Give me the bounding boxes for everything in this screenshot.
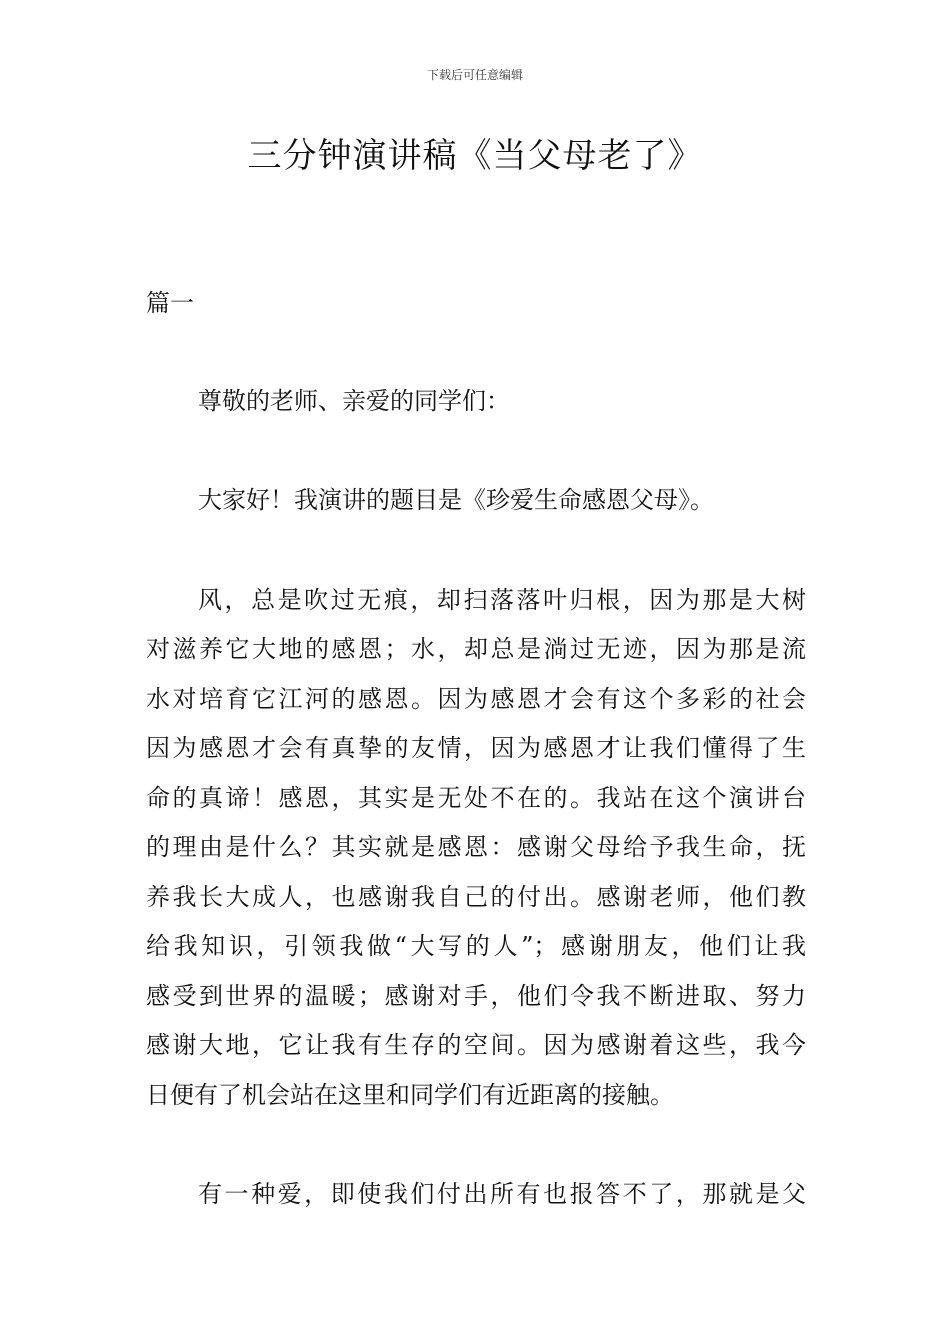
- paragraph1-line: 给我知识，引领我做“大写的人”；感谢朋友，他们让我: [146, 932, 806, 960]
- paragraph1-line: 日便有了机会站在这里和同学们有近距离的接触。: [146, 1081, 674, 1109]
- paragraph1-line: 感谢大地，它让我有生存的空间。因为感谢着这些，我今: [146, 1031, 806, 1059]
- document-title: 三分钟演讲稿《当父母老了》: [247, 136, 703, 176]
- paragraph2-line: 有一种爱，即使我们付出所有也报答不了，那就是父: [198, 1180, 806, 1208]
- header-note: 下载后可任意编辑: [426, 68, 523, 82]
- paragraph1-line: 因为感恩才会有真挚的友情，因为感恩才让我们懂得了生: [146, 734, 806, 762]
- section-label: 篇一: [146, 289, 194, 317]
- paragraph1-line: 的理由是什么？其实就是感恩：感谢父母给予我生命，抚: [146, 833, 806, 861]
- paragraph1-line: 感受到世界的温暖；感谢对手，他们令我不断进取、努力: [146, 982, 806, 1010]
- paragraph1-line: 养我长大成人，也感谢我自己的付出。感谢老师，他们教: [146, 883, 806, 911]
- opening-line: 大家好！我演讲的题目是《珍爱生命感恩父母》。: [198, 486, 714, 514]
- greeting-line: 尊敬的老师、亲爱的同学们：: [198, 387, 510, 415]
- paragraph1-line: 对滋养它大地的感恩；水，却总是淌过无迹，因为那是流: [146, 635, 806, 663]
- paragraph1-line: 风，总是吹过无痕，却扫落落叶归根，因为那是大树: [198, 586, 806, 614]
- paragraph1-line: 命的真谛！感恩，其实是无处不在的。我站在这个演讲台: [146, 784, 806, 812]
- paragraph1-line: 水对培育它江河的感恩。因为感恩才会有这个多彩的社会: [146, 685, 806, 713]
